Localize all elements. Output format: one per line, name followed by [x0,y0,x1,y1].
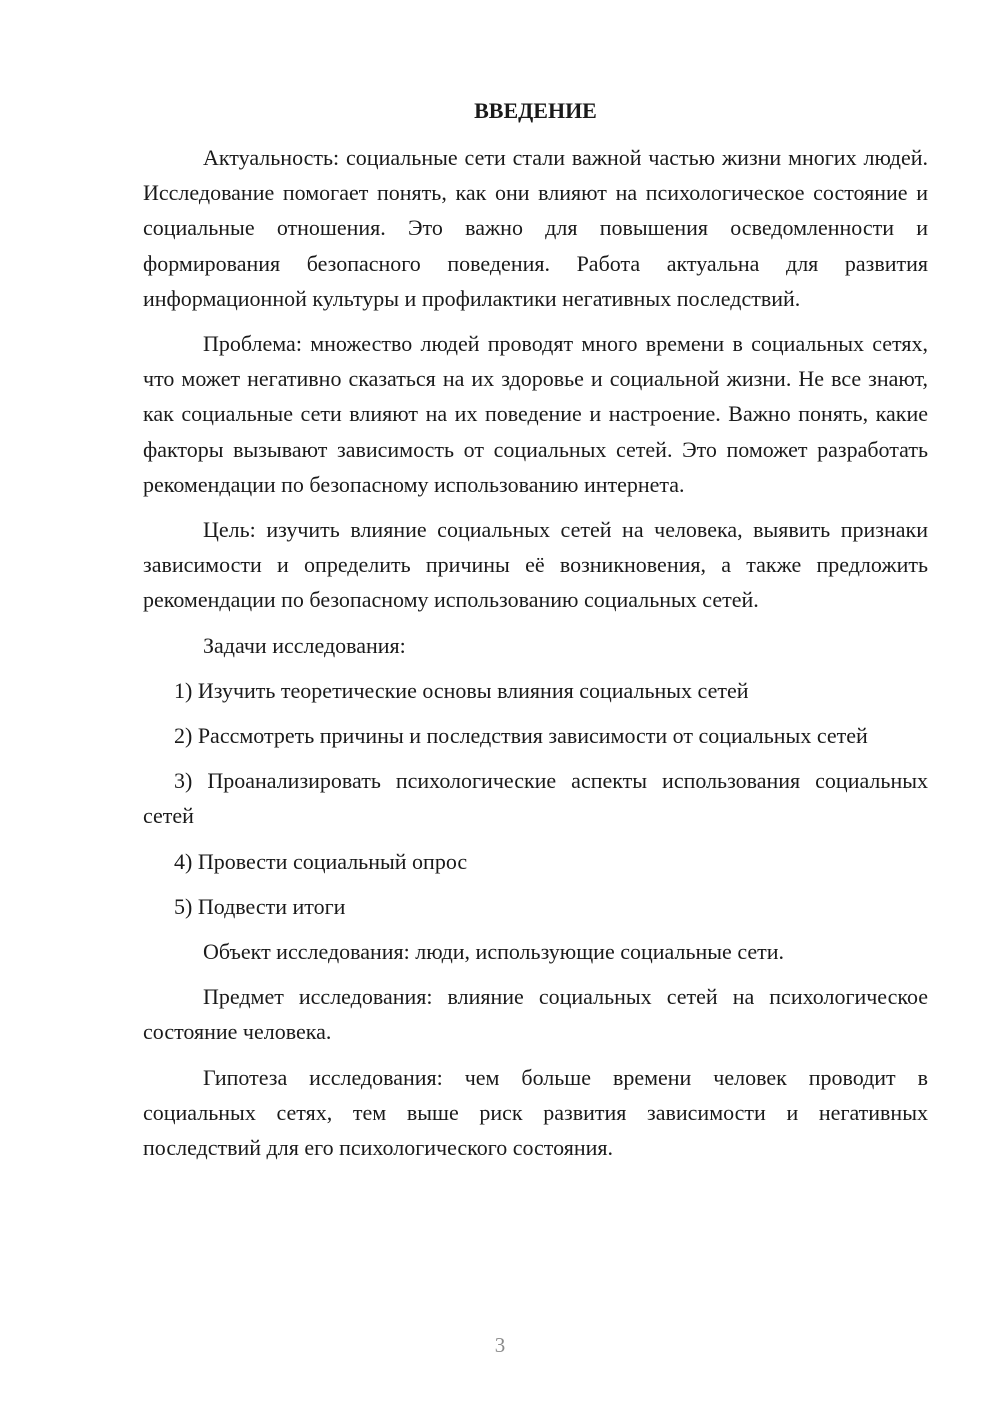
subject-paragraph: Предмет исследования: влияние социальных сетей на психологическое состояние человека. [143,984,928,1045]
page-number: 3 [494,1333,506,1357]
document-page [143,95,928,1175]
hypothesis-paragraph: Гипотеза исследования: чем больше времени человек проводит в социальных сетях, тем выше риск развития зависимости и негативных последствий для его психологического состояния. [143,1064,928,1161]
object-paragraph: Объект исследования: люди, использующие социальные сети. [203,939,785,965]
task-item-3: 3) Проанализировать психологические аспекты использования социальных сетей [143,768,928,829]
task-item-4: 4) Провести социальный опрос [174,848,468,874]
relevance-paragraph: Актуальность: социальные сети стали важной частью жизни многих людей. Исследование помогает понять, как они влияют на психологическое состояние и социальные отношения. Это важно для повышения осведомленности и формирования безопасного поведения. Работа актуальна для развития информационной культуры и профилактики негативных последствий. [143,145,928,311]
goal-paragraph: Цель: изучить влияние социальных сетей на человека, выявить признаки зависимости и определить причины её возникновения, а также предложить рекомендации по безопасному использованию социальных сетей. [143,517,928,613]
task-item-5: 5) Подвести итоги [174,893,346,919]
problem-paragraph: Проблема: множество людей проводят много времени в социальных сетях, что может негативно сказаться на их здоровье и социальной жизни. Не все знают, как социальные сети влияют на их поведение и настроение. Важно понять, какие факторы вызывают зависимость от социальных сетей. Это поможет разработать рекомендации по безопасному использованию интернета. [143,331,928,497]
section-title: ВВЕДЕНИЕ [474,98,597,123]
task-item-2: 2) Рассмотреть причины и последствия зависимости от социальных сетей [174,723,868,749]
task-item-1: 1) Изучить теоретические основы влияния социальных сетей [174,677,749,703]
tasks-heading: Задачи исследования: [203,632,406,658]
